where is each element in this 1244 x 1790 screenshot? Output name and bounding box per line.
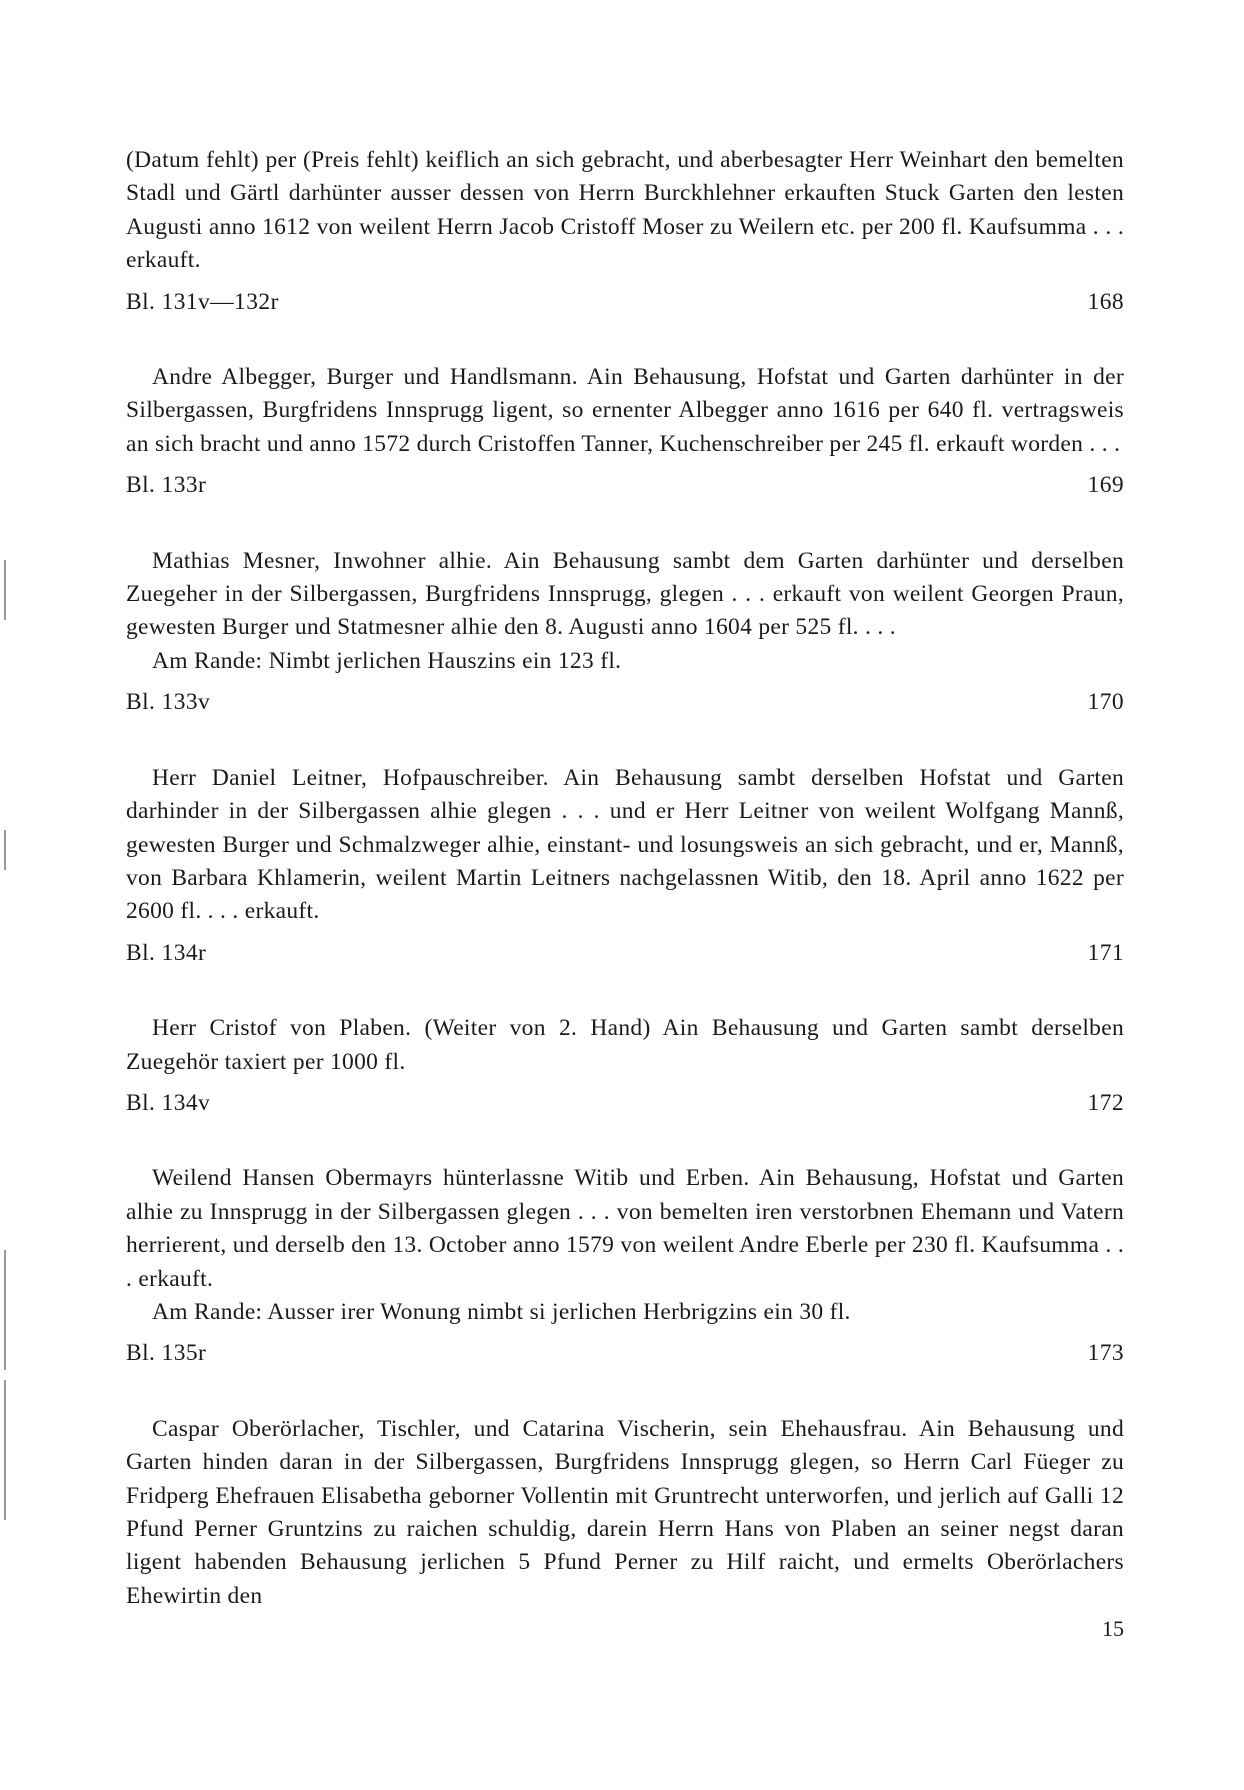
scan-edge-mark <box>4 1380 6 1520</box>
scan-edge-mark <box>4 1250 6 1370</box>
entry-reference <box>126 469 1124 502</box>
folio-reference: Bl. 134r <box>126 939 207 966</box>
entry-reference <box>126 937 1124 970</box>
scan-edge-mark <box>4 830 6 870</box>
folio-reference: Bl. 135r <box>126 1340 207 1367</box>
entry-text: Mathias Mesner, Inwohner alhie. Ain Behausung sambt dem Garten darhünter und derselben Zuegeher in der Silbergassen, Burgfridens Innsprugg, glegen . . . erkauft von weilent Georgen Praun, gewesten Burger und Statmesner alhie den 8. Augusti anno 1604 per 525 fl. . . . <box>126 547 1124 641</box>
entry-reference <box>126 686 1124 719</box>
folio-reference: Bl. 133r <box>126 472 207 499</box>
entry-text: Herr Daniel Leitner, Hofpauschreiber. Ain Behausung sambt derselben Hofstat und Garten darhinder in der Silbergassen alhie glegen . . . und er Herr Leitner von weilent Wolfgang Mannß, gewesten Burger und Schmalzweger alhie, einstant- und losungsweis an sich gebracht, und er, Mannß, von Barbara Khlamerin, weilent Martin Leitners nachgelassnen Witib, den 18. April anno 1622 per 2600 fl. . . . erkauft. <box>126 764 1124 925</box>
folio-reference: Bl. 131v—132r <box>126 288 279 315</box>
entry-number: 170 <box>1087 689 1124 716</box>
entry-text: Andre Albegger, Burger und Handlsmann. Ain Behausung, Hofstat und Garten darhünter in der Silbergassen, Burgfridens Innsprugg ligent, so ernenter Albegger anno 1616 per 640 fl. vertragsweis an sich bracht und anno 1572 durch Cristoffen Tanner, Kuchenschreiber per 245 fl. erkauft worden . . . <box>126 364 1124 457</box>
folio-reference: Bl. 133v <box>126 689 211 716</box>
entry-text: Weilend Hansen Obermayrs hünterlassne Witib und Erben. Ain Behausung, Hofstat und Garten alhie zu Innsprugg in der Silbergassen glegen . . . von bemelten iren verstorbnen Ehemann und Vatern herrierent, und derselb den 13. October anno 1579 von weilent Andre Eberle per 230 fl. Kaufsumma . . . erkauft. <box>126 1165 1124 1292</box>
entry-reference <box>126 286 1124 319</box>
page-body <box>126 144 1124 1613</box>
margin-note: Am Rande: Ausser irer Wonung nimbt si jerlichen Herbrigzins ein 30 fl. <box>152 1298 851 1325</box>
entry-reference <box>126 1337 1124 1370</box>
entry-number: 171 <box>1087 939 1124 966</box>
entry-number: 173 <box>1087 1340 1124 1367</box>
entry-number: 168 <box>1087 288 1124 315</box>
entry-text: Caspar Oberörlacher, Tischler, und Catarina Vischerin, sein Ehehausfrau. Ain Behausung und Garten hinden daran in der Silbergassen, Burgfridens Innsprugg glegen, so Herrn Carl Füeger zu Fridperg Ehefrauen Elisabetha geborner Vollentin mit Gruntrecht unterworfen, und jerlich auf Galli 12 Pfund Perner Gruntzins zu raichen schuldig, darein Herrn Hans von Plaben an seiner negst daran ligent habenden Behausung jerlichen 5 Pfund Perner zu Hilf raicht, und ermelts Oberörlachers Ehewirtin den <box>126 1415 1124 1609</box>
margin-note: Am Rande: Nimbt jerlichen Hauszins ein 123 fl. <box>152 647 622 674</box>
entry-text: Herr Cristof von Plaben. (Weiter von 2. Hand) Ain Behausung und Garten sambt derselben Zuegehör taxiert per 1000 fl. <box>126 1015 1124 1075</box>
page-number: 15 <box>1102 1616 1124 1641</box>
entry-number: 169 <box>1087 472 1124 499</box>
scan-edge-mark <box>4 560 6 620</box>
entry-number: 172 <box>1087 1089 1124 1116</box>
entry-text: (Datum fehlt) per (Preis fehlt) keiflich an sich gebracht, und aberbesagter Herr Weinhart den bemelten Stadl und Gärtl darhünter ausser dessen von Herrn Burckhlehner erkauften Stuck Garten den lesten Augusti anno 1612 von weilent Herrn Jacob Cristoff Moser zu Weilern etc. per 200 fl. Kaufsumma . . . erkauft. <box>126 147 1124 274</box>
folio-reference: Bl. 134v <box>126 1089 211 1116</box>
entry-reference <box>126 1087 1124 1120</box>
